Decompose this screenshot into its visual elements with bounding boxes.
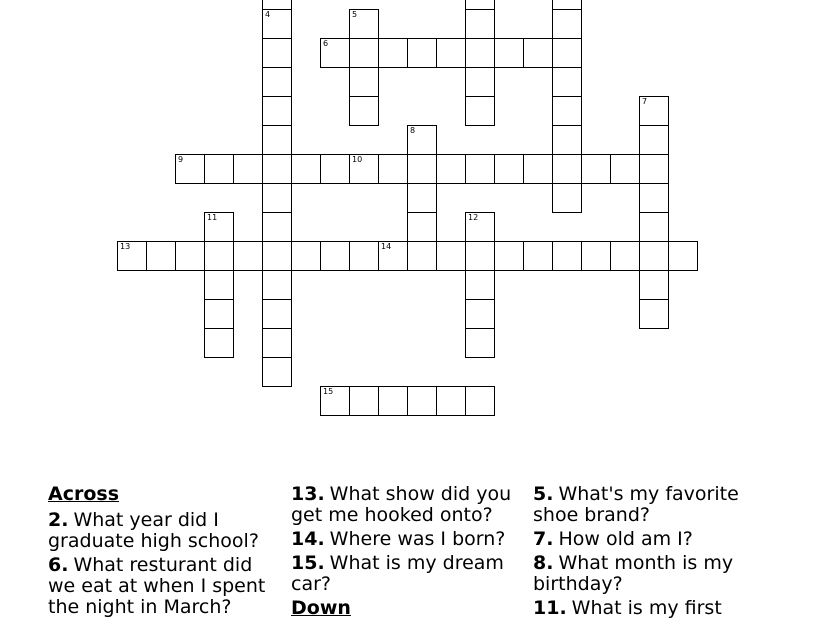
grid-cell[interactable] <box>233 241 263 271</box>
grid-cell[interactable] <box>349 241 379 271</box>
grid-cell[interactable] <box>436 241 466 271</box>
grid-cell[interactable] <box>407 386 437 416</box>
grid-cell[interactable] <box>204 328 234 358</box>
grid-cell[interactable] <box>407 154 437 184</box>
grid-cell[interactable] <box>262 67 292 97</box>
cell-number: 6 <box>323 39 329 48</box>
grid-cell[interactable] <box>639 241 669 271</box>
clue-across-2: 2. What year did I graduate high school? <box>48 509 259 552</box>
grid-cell[interactable] <box>262 96 292 126</box>
cell-number: 8 <box>410 126 416 135</box>
grid-cell[interactable] <box>494 38 524 68</box>
grid-cell[interactable] <box>552 67 582 97</box>
grid-cell[interactable] <box>436 386 466 416</box>
cell-number: 15 <box>323 387 334 396</box>
grid-cell[interactable] <box>175 241 205 271</box>
grid-cell[interactable] <box>581 154 611 184</box>
grid-cell[interactable] <box>465 386 495 416</box>
grid-cell[interactable] <box>117 241 147 271</box>
grid-cell[interactable] <box>262 270 292 300</box>
grid-cell[interactable] <box>552 38 582 68</box>
grid-cell[interactable] <box>552 125 582 155</box>
grid-cell[interactable] <box>204 241 234 271</box>
grid-cell[interactable] <box>465 212 495 242</box>
cell-number: 7 <box>642 97 648 106</box>
grid-cell[interactable] <box>610 241 640 271</box>
clue-down-7: 7. How old am I? <box>533 528 693 550</box>
cell-number: 9 <box>178 155 184 164</box>
down-heading: Down <box>291 597 351 619</box>
grid-cell[interactable] <box>204 212 234 242</box>
grid-cell[interactable] <box>552 241 582 271</box>
cell-number: 4 <box>265 10 271 19</box>
grid-cell[interactable] <box>494 154 524 184</box>
grid-cell[interactable] <box>262 9 292 39</box>
clues-column-3 <box>533 484 765 622</box>
grid-cell[interactable] <box>407 125 437 155</box>
grid-cell[interactable] <box>639 270 669 300</box>
grid-cell[interactable] <box>378 241 408 271</box>
grid-cell[interactable] <box>378 154 408 184</box>
grid-cell[interactable] <box>639 154 669 184</box>
grid-cell[interactable] <box>407 241 437 271</box>
grid-cell[interactable] <box>320 241 350 271</box>
grid-cell[interactable] <box>465 241 495 271</box>
grid-cell[interactable] <box>320 154 350 184</box>
grid-cell[interactable] <box>494 241 524 271</box>
cell-number: 5 <box>352 10 358 19</box>
grid-cell[interactable] <box>175 154 205 184</box>
cell-number: 13 <box>120 242 131 251</box>
grid-cell[interactable] <box>523 241 553 271</box>
grid-cell[interactable] <box>523 38 553 68</box>
clue-across-6: 6. What resturant did we eat at when I spent the night in March? <box>48 554 266 618</box>
grid-cell[interactable] <box>465 270 495 300</box>
grid-cell[interactable] <box>262 328 292 358</box>
grid-cell[interactable] <box>668 241 698 271</box>
grid-cell[interactable] <box>465 67 495 97</box>
grid-cell[interactable] <box>378 38 408 68</box>
grid-cell[interactable] <box>262 154 292 184</box>
grid-cell[interactable] <box>407 183 437 213</box>
grid-cell[interactable] <box>552 183 582 213</box>
grid-cell[interactable] <box>233 154 263 184</box>
grid-cell[interactable] <box>262 38 292 68</box>
grid-cell[interactable] <box>291 241 321 271</box>
grid-cell[interactable] <box>407 38 437 68</box>
clue-down-11: 11. What is my first <box>533 597 722 619</box>
grid-cell[interactable] <box>349 9 379 39</box>
grid-cell[interactable] <box>639 96 669 126</box>
grid-cell[interactable] <box>291 154 321 184</box>
grid-cell[interactable] <box>262 183 292 213</box>
across-heading: Across <box>48 483 120 505</box>
grid-cell[interactable] <box>436 38 466 68</box>
grid-cell[interactable] <box>349 67 379 97</box>
grid-cell[interactable] <box>639 183 669 213</box>
clue-down-8: 8. What month is my birthday? <box>533 552 734 595</box>
grid-cell[interactable] <box>552 154 582 184</box>
grid-cell[interactable] <box>320 386 350 416</box>
grid-cell[interactable] <box>581 241 611 271</box>
clue-down-5: 5. What's my favorite shoe brand? <box>533 483 739 526</box>
grid-cell[interactable] <box>349 38 379 68</box>
grid-cell[interactable] <box>146 241 176 271</box>
grid-cell[interactable] <box>262 212 292 242</box>
grid-cell[interactable] <box>262 241 292 271</box>
grid-cell[interactable] <box>407 212 437 242</box>
grid-cell[interactable] <box>349 96 379 126</box>
grid-cell[interactable] <box>639 299 669 329</box>
cell-number: 10 <box>352 155 363 164</box>
grid-cell[interactable] <box>349 386 379 416</box>
grid-cell[interactable] <box>436 154 466 184</box>
grid-cell[interactable] <box>639 125 669 155</box>
grid-cell[interactable] <box>320 38 350 68</box>
cell-number: 14 <box>381 242 392 251</box>
grid-cell[interactable] <box>552 9 582 39</box>
grid-cell[interactable] <box>523 154 553 184</box>
grid-cell[interactable] <box>610 154 640 184</box>
grid-cell[interactable] <box>465 299 495 329</box>
clue-across-15: 15. What is my dream car? <box>291 552 504 595</box>
grid-cell[interactable] <box>465 154 495 184</box>
grid-cell[interactable] <box>262 299 292 329</box>
grid-cell[interactable] <box>262 357 292 387</box>
grid-cell[interactable] <box>465 9 495 39</box>
clue-across-13: 13. What show did you get me hooked onto? <box>291 483 512 526</box>
grid-cell[interactable] <box>465 96 495 126</box>
clue-across-14: 14. Where was I born? <box>291 528 506 550</box>
grid-cell[interactable] <box>204 154 234 184</box>
cell-number: 12 <box>468 213 479 222</box>
grid-cell[interactable] <box>204 299 234 329</box>
grid-cell[interactable] <box>639 212 669 242</box>
grid-cell[interactable] <box>204 270 234 300</box>
clues-column-2 <box>291 484 523 624</box>
clues-column-1 <box>48 484 280 621</box>
grid-cell[interactable] <box>262 125 292 155</box>
grid-cell[interactable] <box>378 386 408 416</box>
grid-cell[interactable] <box>552 96 582 126</box>
grid-cell[interactable] <box>349 154 379 184</box>
grid-cell[interactable] <box>465 38 495 68</box>
grid-cell[interactable] <box>465 328 495 358</box>
cell-number: 11 <box>207 213 218 222</box>
